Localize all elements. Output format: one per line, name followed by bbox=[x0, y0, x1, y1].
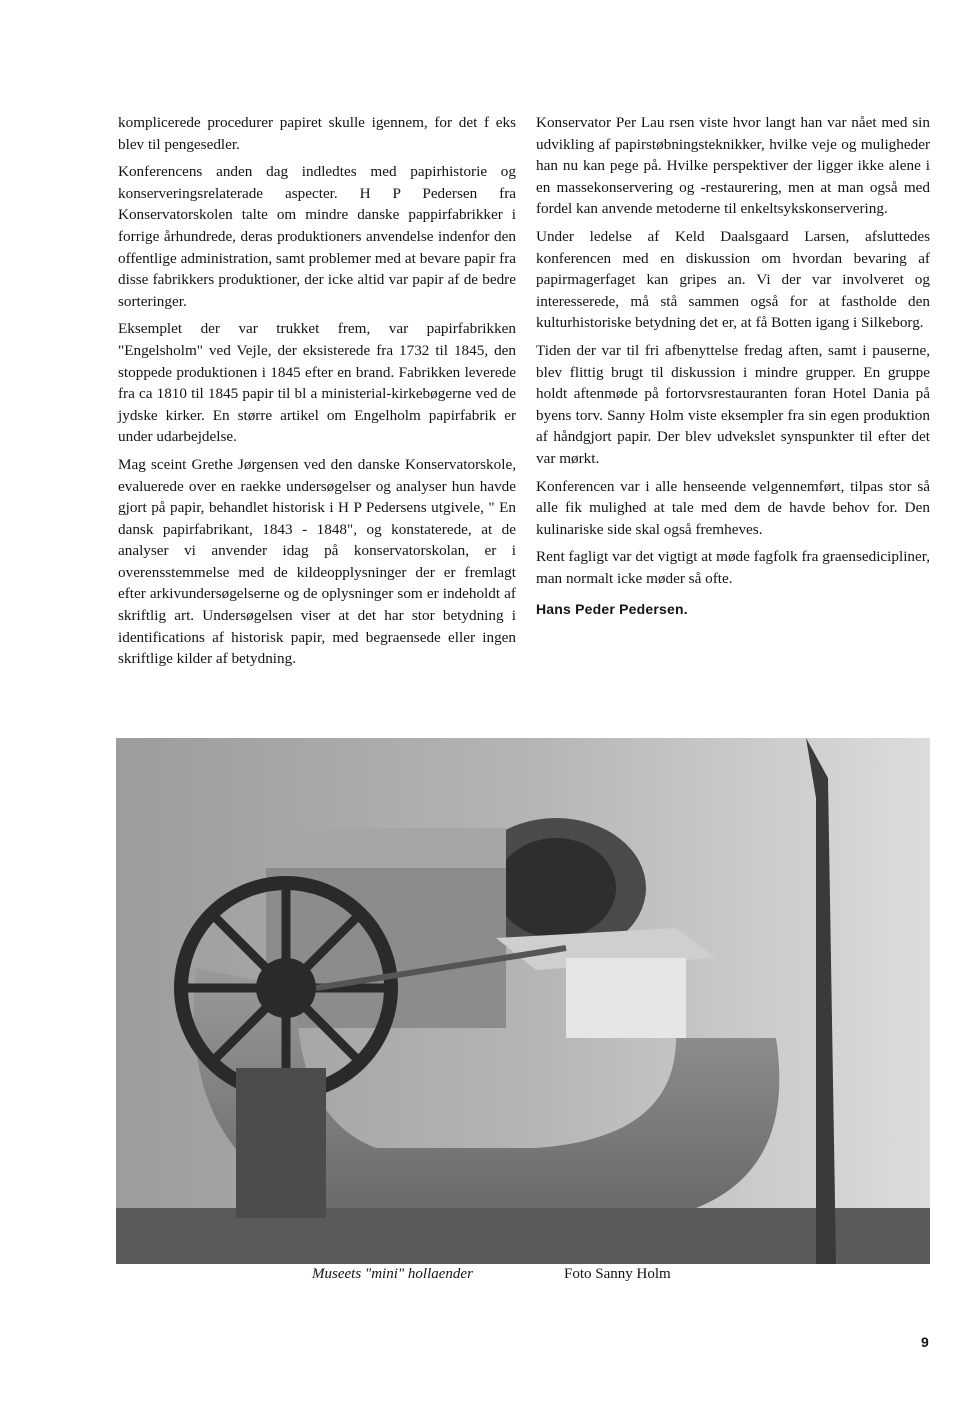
paragraph: Konferencen var i alle henseende velgennemført, tilpas stor så alle fik mulighed at tale med dem de havde behov for. Den kulinariske side skal også fremheves. bbox=[536, 477, 930, 538]
paragraph: Konservator Per Lau rsen viste hvor langt han var nået med sin udvikling af papirstøbningsteknikker, hvilke veje og muligheder han nu kan pege på. Hvilke perspektiver der ligger ikke alene i en massekonservering og -restaurering, men at man også med fordel kan anvende metoderne til enkeltsykskonservering. bbox=[536, 114, 930, 218]
paragraph: Under ledelse af Keld Daalsgaard Larsen, afsluttedes konferencen med en diskussion om hvordan bevaring af papirmagerfaget kan gripes an. Vi der var involveret og interesserede, må stå sammen også for at fastholde den kulturhistoriske betydning det er, at få Botten igang i Silkeborg. bbox=[536, 227, 930, 332]
photo-caption-title: Museets "mini" hollaender bbox=[312, 1266, 473, 1282]
photo-caption-credit: Foto Sanny Holm bbox=[564, 1266, 671, 1282]
right-column bbox=[536, 112, 930, 627]
paragraph: Konferencens anden dag indledtes med papirhistorie og konserveringsrelaterade aspecter. H P Pedersen fra Konservatorskolen talte om mindre danske pappirfabrikker i forrige århundrede, deras produktioners anvendelse indenfor den offentlige administration, samt problemer med at bevare papir fra disse fabrikkers produktioner, der icke altid var papir af de bedre sorteringer. bbox=[118, 163, 516, 310]
paragraph: Mag sceint Grethe Jørgensen ved den danske Konservatorskole, evaluerede over en raekke undersøgelser og analyser hun havde gjort på papir, behandlet historisk i H P Pedersens utgivele, " En dansk papirfabrikant, 1843 - 1848", og konstaterede, at de analyser vi anvender idag på konservatorskolan, er i overensstemmelse med de kildeopplysninger der er fremlagt efter arkivundersøgelserne og de oplysninger som er indeholdt af skriftlig art. Undersøgelsen viser at det har stor betydning i identifications af historisk papir, med begraensede eller ingen skriftlige kilder af betydning. bbox=[118, 455, 516, 668]
hollander-machine-photo bbox=[116, 738, 930, 1264]
paragraph: Tiden der var til fri afbenyttelse fredag aften, samt i pauserne, blev flittig brugt til diskussion i mindre grupper. En gruppe holdt aftenmøde på fortorvsrestauranten foran Hotel Dania på byens torv. Sanny Holm viste eksempler fra sin egen produktion af håndgjort papir. Der blev udvekslet synspunkter til efter det var mørkt. bbox=[536, 341, 930, 467]
page-number: 9 bbox=[921, 1334, 929, 1350]
photo-illustration bbox=[116, 738, 930, 1264]
paragraph: komplicerede procedurer papiret skulle igennem, for det f eks blev til pengesedler. bbox=[118, 114, 516, 153]
paragraph: Rent fagligt var det vigtigt at møde fagfolk fra graensedicipliner, man normalt icke møder så ofte. bbox=[536, 548, 930, 587]
author-signature: Hans Peder Pedersen. bbox=[536, 601, 688, 618]
left-column bbox=[118, 112, 516, 676]
paragraph: Eksemplet der var trukket frem, var papirfabrikken "Engelsholm" ved Vejle, der eksisterede fra 1732 til 1845, den stoppede produktionen i 1845 efter en brand. Fabrikken leverede fra ca 1810 til 1845 papir til bl a ministerial-kirkebøgerne ved de jydske kirker. En større artikel om Engelholm papirfabrik er under udarbejdelse. bbox=[118, 320, 516, 446]
